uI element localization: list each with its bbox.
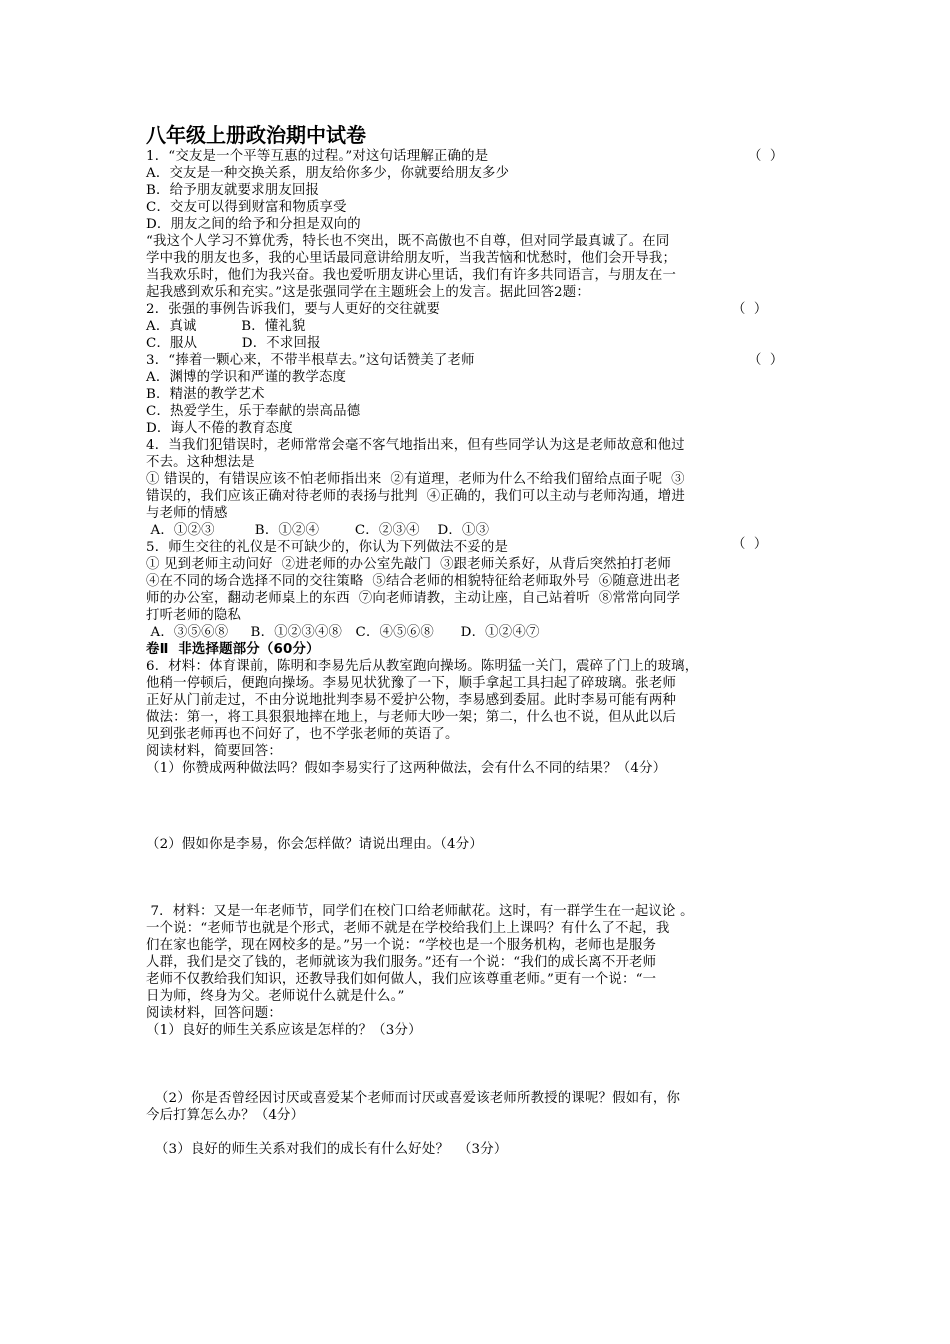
q6-sub1: （1）你赞成两种做法吗？假如李易实行了这两种做法，会有什么不同的结果？（4分）	[146, 761, 667, 776]
q7-line: 阅读材料，回答问题：	[146, 1006, 282, 1021]
q3-option-c: C．热爱学生，乐于奉献的崇高品德	[146, 404, 361, 419]
passage1-line: 学中我的朋友也多，我的心里话最同意讲给朋友听，当我苦恼和忧愁时，他们会开导我；	[146, 251, 677, 266]
q4-line: ① 错误的，有错误应该不怕老师指出来 ②有道理，老师为什么不给我们留给点面子呢 ③	[146, 472, 685, 487]
q7-sub1: （1）良好的师生关系应该是怎样的？（3分）	[146, 1023, 422, 1038]
passage1-line: 当我欢乐时，他们为我兴奋。我也爱听朋友讲心里话，我们有许多共同语言，与朋友在一	[146, 268, 677, 283]
q4-line: 4．当我们犯错误时，老师常常会毫不客气地指出来，但有些同学认为这是老师故意和他过	[146, 438, 685, 453]
q7-sub3: （3）良好的师生关系对我们的成长有什么好处？ （3分）	[146, 1142, 508, 1157]
q2-options-cd: C．服从 D．不求回报	[146, 336, 321, 351]
q6-line: 6．材料：体育课前，陈明和李易先后从教室跑向操场。陈明猛一关门，震碎了门上的玻璃，	[146, 659, 699, 674]
q5-options: A．③⑤⑥⑧ B．①②③④⑧ C．④⑤⑥⑧ D．①②④⑦	[146, 625, 540, 640]
q5-stem: 5．师生交往的礼仪是不可缺少的，你认为下列做法不妥的是	[146, 540, 509, 555]
q5-line: ① 见到老师主动问好 ②进老师的办公室先敲门 ③跟老师关系好，从背后突然拍打老师	[146, 557, 672, 572]
q6-line: 做法：第一，将工具狠狠地摔在地上，与老师大吵一架；第二，什么也不说，但从此以后	[146, 710, 677, 725]
q3-stem: 3．“捧着一颗心来，不带半根草去。”这句话赞美了老师	[146, 353, 475, 368]
q1-stem: 1．“交友是一个平等互惠的过程。”对这句话理解正确的是	[146, 149, 489, 164]
q5-line: 打听老师的隐私	[146, 608, 242, 623]
q6-line: 阅读材料，简要回答：	[146, 744, 282, 759]
q2-options-ab: A．真诚 B．懂礼貌	[146, 319, 306, 334]
q4-options: A．①②③ B．①②④ C．②③④ D．①③	[146, 523, 490, 538]
q3-option-d: D．诲人不倦的教育态度	[146, 421, 293, 436]
q3-answer-paren: （ ）	[748, 353, 784, 368]
q2-stem: 2．张强的事例告诉我们，要与人更好的交往就要	[146, 302, 441, 317]
q7-line: 7．材料：又是一年老师节，同学们在校门口给老师献花。这时，有一群学生在一起议论 。	[146, 904, 694, 919]
section2-heading: 卷Ⅱ 非选择题部分（60分）	[146, 642, 320, 657]
q1-option-c: C．交友可以得到财富和物质享受	[146, 200, 347, 215]
exam-title: 八年级上册政治期中试卷	[146, 123, 366, 147]
q7-line: 们在家也能学，现在网校多的是。”另一个说：“学校也是一个服务机构，老师也是服务	[146, 938, 657, 953]
q7-sub2-line2: 今后打算怎么办？（4分）	[146, 1108, 305, 1123]
q6-line: 见到张老师再也不问好了，也不学张老师的英语了。	[146, 727, 459, 742]
q7-line: 老师不仅教给我们知识，还教导我们如何做人，我们应该尊重老师。”更有一个说：“一	[146, 972, 657, 987]
q7-line: 人群，我们是交了钱的，老师就该为我们服务。”还有一个说：“我们的成长离不开老师	[146, 955, 657, 970]
q6-line: 他稍一停顿后，便跑向操场。李易见状犹豫了一下，顺手拿起工具扫起了碎玻璃。张老师	[146, 676, 677, 691]
q2-answer-paren: （ ）	[732, 302, 768, 317]
q6-sub2: （2）假如你是李易，你会怎样做？请说出理由。（4分）	[146, 837, 483, 852]
q5-answer-paren: （ ）	[732, 537, 768, 552]
q4-line: 不去。这种想法是	[146, 455, 255, 470]
q4-line: 错误的，我们应该正确对待老师的表扬与批判 ④正确的，我们可以主动与老师沟通，增进	[146, 489, 685, 504]
q5-line: ④在不同的场合选择不同的交往策略 ⑤结合老师的相貌特征给老师取外号 ⑥随意进出老	[146, 574, 681, 589]
passage1-line: “我这个人学习不算优秀，特长也不突出，既不高傲也不自尊，但对同学最真诚了。在同	[146, 234, 670, 249]
q1-option-d: D．朋友之间的给予和分担是双向的	[146, 217, 361, 232]
q1-answer-paren: （ ）	[748, 149, 784, 164]
q7-line: 一个说：“老师节也就是个形式，老师不就是在学校给我们上上课吗？有什么了不起，我	[146, 921, 670, 936]
q7-sub2-line1: （2）你是否曾经因讨厌或喜爱某个老师而讨厌或喜爱该老师所教授的课呢？假如有，你	[146, 1091, 681, 1106]
q5-line: 师的办公室，翻动老师桌上的东西 ⑦向老师请教，主动让座，自己站着听 ⑧常常向同学	[146, 591, 681, 606]
q3-option-b: B．精湛的教学艺术	[146, 387, 265, 402]
q3-option-a: A．渊博的学识和严谨的教学态度	[146, 370, 347, 385]
q1-option-a: A．交友是一种交换关系，朋友给你多少，你就要给朋友多少	[146, 166, 510, 181]
q7-line: 日为师，终身为父。老师说什么就是什么。”	[146, 989, 405, 1004]
q6-line: 正好从门前走过，不由分说地批判李易不爱护公物，李易感到委屈。此时李易可能有两种	[146, 693, 677, 708]
q1-option-b: B．给予朋友就要求朋友回报	[146, 183, 320, 198]
q4-line: 与老师的情感	[146, 506, 228, 521]
passage1-line: 起我感到欢乐和充实。”这是张强同学在主题班会上的发言。据此回答2题：	[146, 285, 590, 300]
